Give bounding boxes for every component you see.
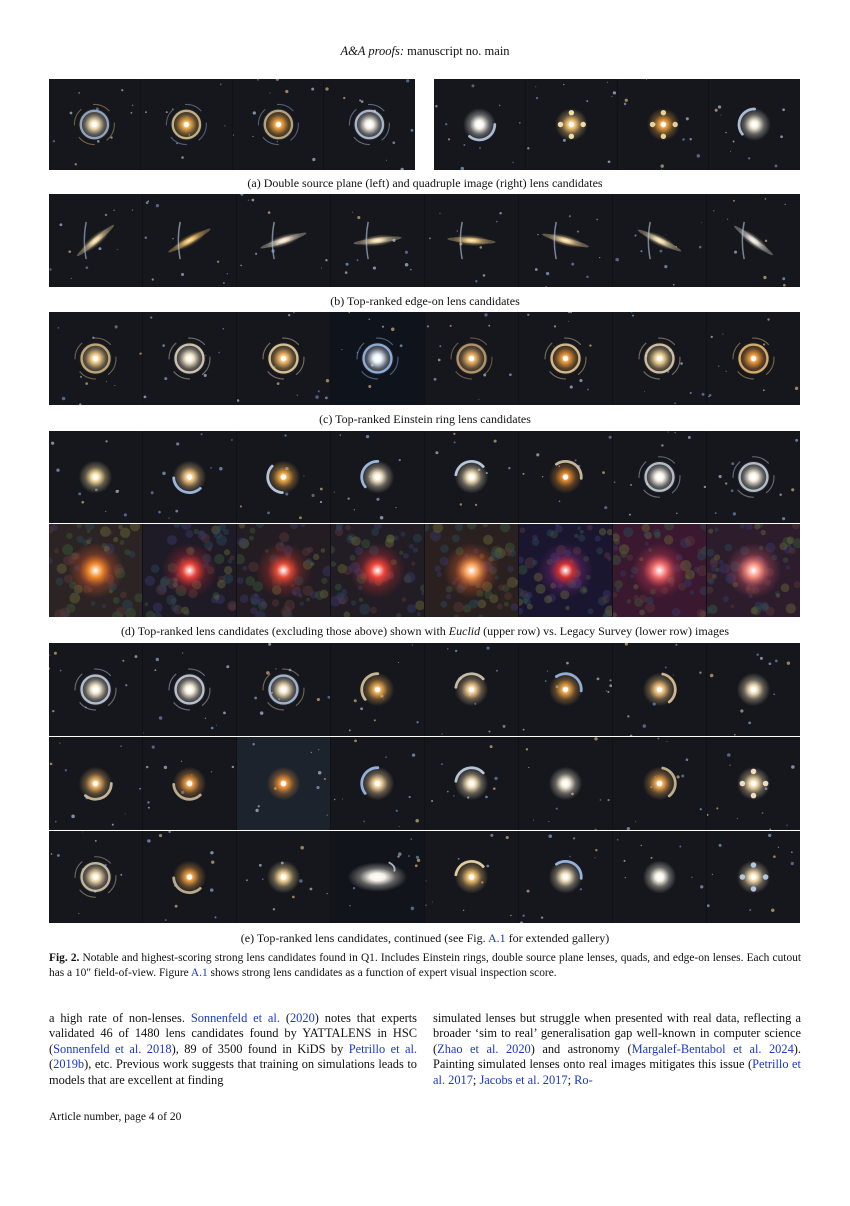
lens-candidate-cutout [425, 524, 519, 617]
lens-cutout-image [324, 79, 415, 170]
lens-cutout-image [237, 312, 330, 405]
lens-cutout-image [237, 194, 330, 287]
lens-candidate-cutout [707, 737, 800, 830]
lens-candidate-cutout [707, 524, 800, 617]
lens-cutout-image [613, 431, 706, 523]
lens-cutout-image [613, 737, 706, 830]
lens-candidate-cutout [519, 737, 613, 830]
lens-cutout-image [237, 524, 330, 617]
lens-candidate-cutout [143, 312, 237, 405]
lens-candidate-cutout [613, 643, 707, 736]
figure-a1-link[interactable]: A.1 [487, 931, 506, 945]
lens-candidate-cutout [613, 831, 707, 923]
lens-cutout-image [143, 643, 236, 736]
lens-cutout-image [425, 737, 518, 830]
lens-candidate-cutout [519, 643, 613, 736]
lens-candidate-cutout [425, 737, 519, 830]
body-text: ) and astronomy ( [530, 1041, 632, 1056]
lens-cutout-image [613, 524, 706, 617]
citation-link[interactable]: Sonnenfeld et al. [190, 1011, 280, 1025]
right-column-text [433, 1011, 801, 1088]
lens-candidate-cutout [143, 524, 237, 617]
lens-cutout-image [49, 524, 142, 617]
lens-cutout-image [613, 643, 706, 736]
lens-candidate-cutout [613, 194, 707, 287]
lens-cutout-image [519, 737, 612, 830]
body-text: ). Painting simulated lenses onto real images mitigates this issue ( [433, 1041, 801, 1072]
lens-candidate-cutout [434, 79, 526, 170]
lens-candidate-cutout [618, 79, 710, 170]
lens-candidate-cutout [707, 194, 800, 287]
panel-a-left-strip [49, 79, 415, 170]
lens-cutout-image [331, 194, 424, 287]
lens-candidate-cutout [331, 643, 425, 736]
lens-candidate-cutout [143, 737, 237, 830]
lens-candidate-cutout [143, 831, 237, 923]
citation-link[interactable]: Margalef-Bentabol et al. 2024 [631, 1041, 794, 1056]
figure-label: Fig. 2. [49, 952, 80, 964]
lens-cutout-image [425, 431, 518, 523]
lens-cutout-image [709, 79, 800, 170]
lens-cutout-image [49, 643, 142, 736]
lens-candidate-cutout [49, 431, 143, 523]
citation-link[interactable]: 2019b [53, 1057, 85, 1072]
panel-e-row3-strip [49, 831, 800, 923]
lens-candidate-cutout [143, 194, 237, 287]
lens-candidate-cutout [707, 831, 800, 923]
lens-candidate-cutout [331, 431, 425, 523]
lens-cutout-image [519, 194, 612, 287]
lens-candidate-cutout [233, 79, 325, 170]
lens-cutout-image [331, 431, 424, 523]
lens-cutout-image [233, 79, 324, 170]
body-text: ) notes that experts validated 46 of 1480 lens candidates found by YATTALENS in HSC ( [49, 1011, 417, 1056]
lens-cutout-image [49, 194, 142, 287]
lens-candidate-cutout [519, 431, 613, 523]
panel-e-caption-pre: (e) Top-ranked lens candidates, continued (see Fig. [240, 931, 488, 945]
lens-cutout-image [425, 312, 518, 405]
lens-candidate-cutout [519, 194, 613, 287]
lens-cutout-image [425, 194, 518, 287]
lens-candidate-cutout [613, 737, 707, 830]
body-text: ( [49, 1057, 54, 1072]
lens-candidate-cutout [331, 524, 425, 617]
panel-a-caption: (a) Double source plane (left) and quadruple image (right) lens candidates [247, 176, 603, 190]
lens-cutout-image [49, 737, 142, 830]
panel-e-caption-post: for extended gallery) [505, 931, 610, 945]
lens-cutout-image [141, 79, 232, 170]
lens-candidate-cutout [49, 79, 141, 170]
lens-candidate-cutout [425, 643, 519, 736]
citation-link[interactable]: Petrillo et al. [348, 1041, 417, 1056]
lens-candidate-cutout [707, 431, 800, 523]
lens-cutout-image [425, 643, 518, 736]
lens-cutout-image [237, 737, 330, 830]
body-text: ( [279, 1011, 290, 1025]
lens-cutout-image [143, 831, 236, 923]
lens-cutout-image [707, 312, 800, 405]
body-text: ), etc. Previous work suggests that training on simulations leads to models that are excellent at finding [49, 1057, 417, 1087]
lens-candidate-cutout [237, 194, 331, 287]
page-footer: Article number, page 4 of 20 [49, 1111, 182, 1123]
lens-cutout-image [331, 737, 424, 830]
lens-cutout-image [143, 312, 236, 405]
citation-link[interactable]: Zhao et al. 2020 [437, 1041, 531, 1056]
lens-cutout-image [707, 737, 800, 830]
lens-candidate-cutout [613, 431, 707, 523]
lens-cutout-image [237, 643, 330, 736]
lens-cutout-image [519, 831, 612, 923]
lens-candidate-cutout [237, 737, 331, 830]
lens-cutout-image [519, 524, 612, 617]
panel-d-caption [0, 624, 850, 639]
figure-caption-text-2: shows strong lens candidates as a function of expert visual inspection score. [207, 967, 557, 979]
panel-b-strip [49, 194, 800, 287]
lens-cutout-image [49, 312, 142, 405]
citation-link[interactable]: Petrillo et al. 2017 [433, 1057, 801, 1087]
lens-cutout-image [143, 431, 236, 523]
left-column-text [49, 1011, 417, 1088]
lens-candidate-cutout [425, 194, 519, 287]
lens-candidate-cutout [519, 524, 613, 617]
lens-cutout-image [331, 831, 424, 923]
panel-b-caption: (b) Top-ranked edge-on lens candidates [330, 294, 520, 308]
lens-cutout-image [526, 79, 617, 170]
lens-candidate-cutout [425, 831, 519, 923]
lens-cutout-image [519, 312, 612, 405]
lens-candidate-cutout [331, 194, 425, 287]
lens-candidate-cutout [237, 643, 331, 736]
figure-caption [49, 951, 801, 981]
panel-d-caption-post: (upper row) vs. Legacy Survey (lower row) images [480, 624, 730, 638]
panel-d-caption-em: Euclid [448, 624, 481, 638]
lens-candidate-cutout [49, 643, 143, 736]
panel-e-row2-strip [49, 737, 800, 830]
citation-link[interactable]: Ro- [574, 1072, 593, 1087]
lens-cutout-image [707, 643, 800, 736]
lens-candidate-cutout [331, 737, 425, 830]
citation-link[interactable]: Jacobs et al. 2017 [479, 1072, 568, 1087]
body-text: ; [567, 1072, 575, 1087]
lens-cutout-image [613, 194, 706, 287]
lens-candidate-cutout [141, 79, 233, 170]
lens-candidate-cutout [707, 643, 800, 736]
lens-candidate-cutout [526, 79, 618, 170]
panel-e-caption [0, 931, 850, 946]
lens-cutout-image [519, 643, 612, 736]
lens-candidate-cutout [613, 524, 707, 617]
panel-c-caption: (c) Top-ranked Einstein ring lens candidates [319, 412, 531, 426]
panel-a-right-strip [434, 79, 800, 170]
running-header [0, 44, 850, 59]
figure-caption-ref-link[interactable]: A.1 [190, 967, 208, 979]
body-text: simulated lenses but struggle when presented with real data, reflecting a broader ‘sim to real’ generalisation gap well-known in computer science ( [433, 1011, 801, 1056]
lens-candidate-cutout [519, 831, 613, 923]
lens-cutout-image [331, 312, 424, 405]
lens-candidate-cutout [707, 312, 800, 405]
lens-candidate-cutout [331, 831, 425, 923]
lens-candidate-cutout [237, 431, 331, 523]
lens-cutout-image [49, 79, 140, 170]
panel-e-row1-strip [49, 643, 800, 736]
journal-name: A&A proofs: [340, 44, 404, 58]
lens-cutout-image [237, 431, 330, 523]
lens-cutout-image [434, 79, 525, 170]
lens-cutout-image [237, 831, 330, 923]
lens-cutout-image [618, 79, 709, 170]
lens-candidate-cutout [331, 312, 425, 405]
lens-cutout-image [519, 431, 612, 523]
lens-cutout-image [707, 524, 800, 617]
lens-candidate-cutout [237, 312, 331, 405]
lens-candidate-cutout [49, 312, 143, 405]
body-text: ), 89 of 3500 found in KiDS by [171, 1041, 349, 1056]
figure-caption-text-1: Notable and highest-scoring strong lens candidates found in Q1. Includes Einstein rings, double source plane lenses, quads, and edge-on lenses. Each cutout has a 10″ field-of-view. Figure [49, 952, 801, 979]
manuscript-label: manuscript no. main [407, 44, 510, 58]
lens-candidate-cutout [324, 79, 415, 170]
lens-cutout-image [331, 524, 424, 617]
lens-candidate-cutout [49, 737, 143, 830]
lens-cutout-image [707, 194, 800, 287]
lens-cutout-image [49, 831, 142, 923]
lens-cutout-image [331, 643, 424, 736]
panel-c-strip [49, 312, 800, 405]
lens-cutout-image [49, 431, 142, 523]
lens-cutout-image [707, 831, 800, 923]
lens-candidate-cutout [519, 312, 613, 405]
lens-candidate-cutout [613, 312, 707, 405]
lens-cutout-image [425, 524, 518, 617]
lens-cutout-image [143, 737, 236, 830]
lens-cutout-image [143, 524, 236, 617]
panel-d-caption-pre: (d) Top-ranked lens candidates (excluding those above) shown with [120, 624, 449, 638]
lens-candidate-cutout [709, 79, 800, 170]
lens-cutout-image [707, 431, 800, 523]
lens-cutout-image [143, 194, 236, 287]
lens-candidate-cutout [237, 831, 331, 923]
panel-d-euclid-strip [49, 431, 800, 523]
lens-candidate-cutout [49, 831, 143, 923]
lens-cutout-image [613, 312, 706, 405]
lens-candidate-cutout [143, 643, 237, 736]
citation-link[interactable]: 2020 [289, 1011, 315, 1025]
lens-candidate-cutout [425, 312, 519, 405]
lens-candidate-cutout [237, 524, 331, 617]
lens-cutout-image [425, 831, 518, 923]
lens-cutout-image [613, 831, 706, 923]
panel-d-legacy-strip [49, 524, 800, 617]
body-text: ; [472, 1072, 480, 1087]
body-text: a high rate of non-lenses. [49, 1011, 191, 1025]
lens-candidate-cutout [143, 431, 237, 523]
lens-candidate-cutout [49, 524, 143, 617]
lens-candidate-cutout [425, 431, 519, 523]
citation-link[interactable]: Sonnenfeld et al. 2018 [53, 1041, 172, 1056]
lens-candidate-cutout [49, 194, 143, 287]
